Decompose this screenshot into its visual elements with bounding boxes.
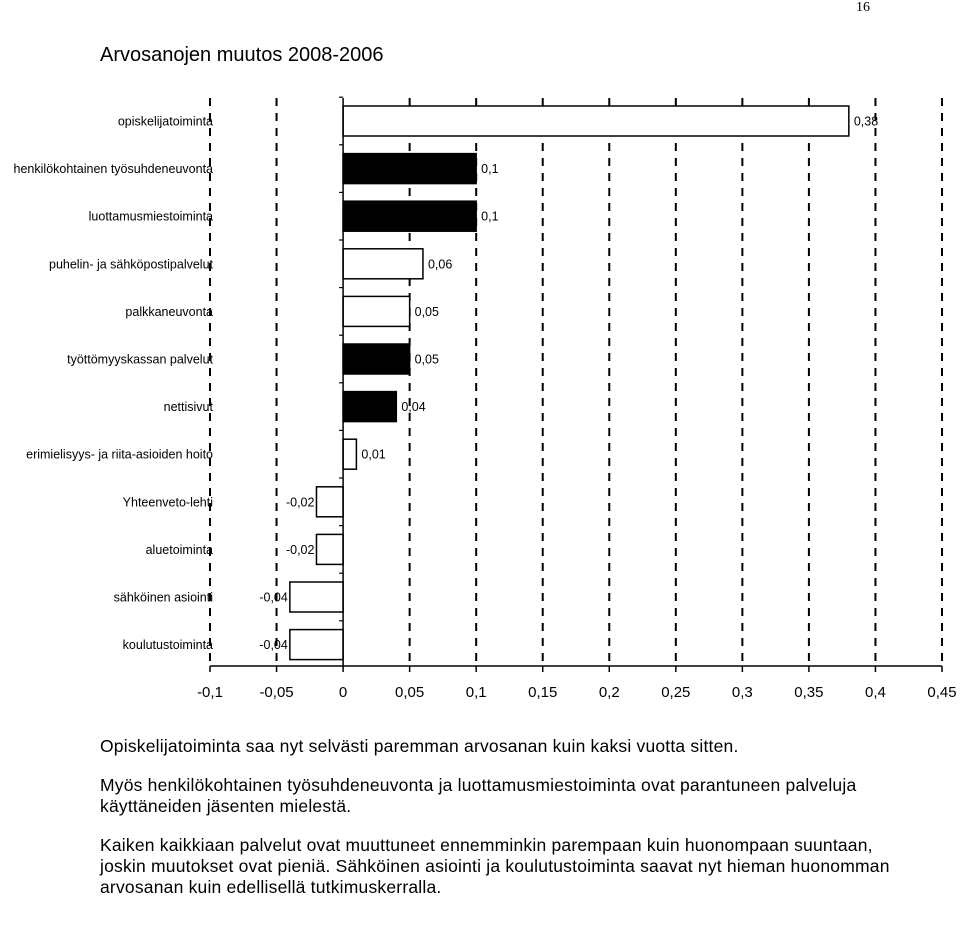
x-tick-label: -0,05 — [259, 684, 294, 701]
bar — [343, 296, 410, 326]
page-number: 16 — [856, 0, 870, 15]
value-label: 0,1 — [481, 162, 499, 177]
value-label: -0,02 — [285, 542, 315, 557]
category-label: opiskelijatoiminta — [117, 114, 213, 129]
bar — [290, 582, 343, 612]
value-label: 0,1 — [481, 209, 499, 224]
bar — [343, 249, 423, 279]
category-label: koulutustoiminta — [122, 638, 213, 653]
category-label: aluetoiminta — [145, 542, 213, 557]
bar — [343, 201, 476, 231]
category-label: Yhteenveto-lehti — [122, 495, 213, 510]
x-tick-label: 0 — [338, 684, 348, 701]
category-label: nettisivut — [163, 400, 213, 415]
x-tick-label: -0,1 — [197, 684, 223, 701]
category-label: puhelin- ja sähköpostipalvelut — [49, 257, 213, 272]
bar — [343, 106, 849, 136]
value-label: -0,04 — [259, 590, 288, 605]
category-label: henkilökohtainen työsuhdeneuvonta — [13, 162, 213, 177]
value-label: 0,04 — [401, 400, 426, 415]
value-label: -0,02 — [285, 495, 315, 510]
bar — [343, 344, 410, 374]
value-label: 0,05 — [414, 352, 439, 367]
x-tick-label: 0,4 — [865, 684, 886, 701]
category-label: palkkaneuvonta — [125, 304, 213, 319]
category-label: sähköinen asiointi — [113, 590, 213, 605]
chart-title: Arvosanojen muutos 2008-2006 — [100, 44, 384, 66]
value-label: 0,05 — [414, 304, 439, 319]
value-label: -0,04 — [259, 638, 288, 653]
category-label: luottamusmiestoiminta — [88, 209, 213, 224]
commentary-paragraph: Myös henkilökohtainen työsuhdeneuvonta ja luottamusmiestoiminta ovat parantuneen palveluja käyttäneiden jäsenten mielestä. — [100, 775, 857, 816]
bar — [290, 630, 343, 660]
value-label: 0,38 — [853, 114, 879, 129]
bar — [343, 154, 476, 184]
bar — [316, 534, 343, 564]
x-tick-label: 0,05 — [395, 684, 425, 701]
bar — [316, 487, 343, 517]
category-label: työttömyyskassan palvelut — [67, 352, 213, 367]
value-label: 0,01 — [361, 447, 386, 462]
x-tick-label: 0,25 — [661, 684, 691, 701]
commentary-paragraph: Kaiken kaikkiaan palvelut ovat muuttuneet ennemminkin parempaan kuin huonompaan suuntaan, joskin muutokset ovat pieniä. Sähköinen asiointi ja koulutustoiminta saavat nyt hieman huonomman arvosanan kuin edellisellä tutkimuskerralla. — [100, 835, 890, 897]
commentary — [100, 736, 920, 916]
commentary-paragraph: Opiskelijatoiminta saa nyt selvästi paremman arvosanan kuin kaksi vuotta sitten. — [100, 736, 739, 756]
value-label: 0,06 — [427, 257, 453, 272]
x-tick-label: 0,2 — [598, 684, 620, 701]
x-tick-label: 0,1 — [465, 684, 487, 701]
bar — [343, 439, 356, 469]
x-tick-label: 0,45 — [927, 684, 957, 701]
category-label: erimielisyys- ja riita-asioiden hoito — [26, 447, 213, 462]
x-tick-label: 0,35 — [794, 684, 824, 701]
bar — [343, 392, 396, 422]
x-tick-label: 0,15 — [528, 684, 558, 701]
x-tick-label: 0,3 — [731, 684, 753, 701]
